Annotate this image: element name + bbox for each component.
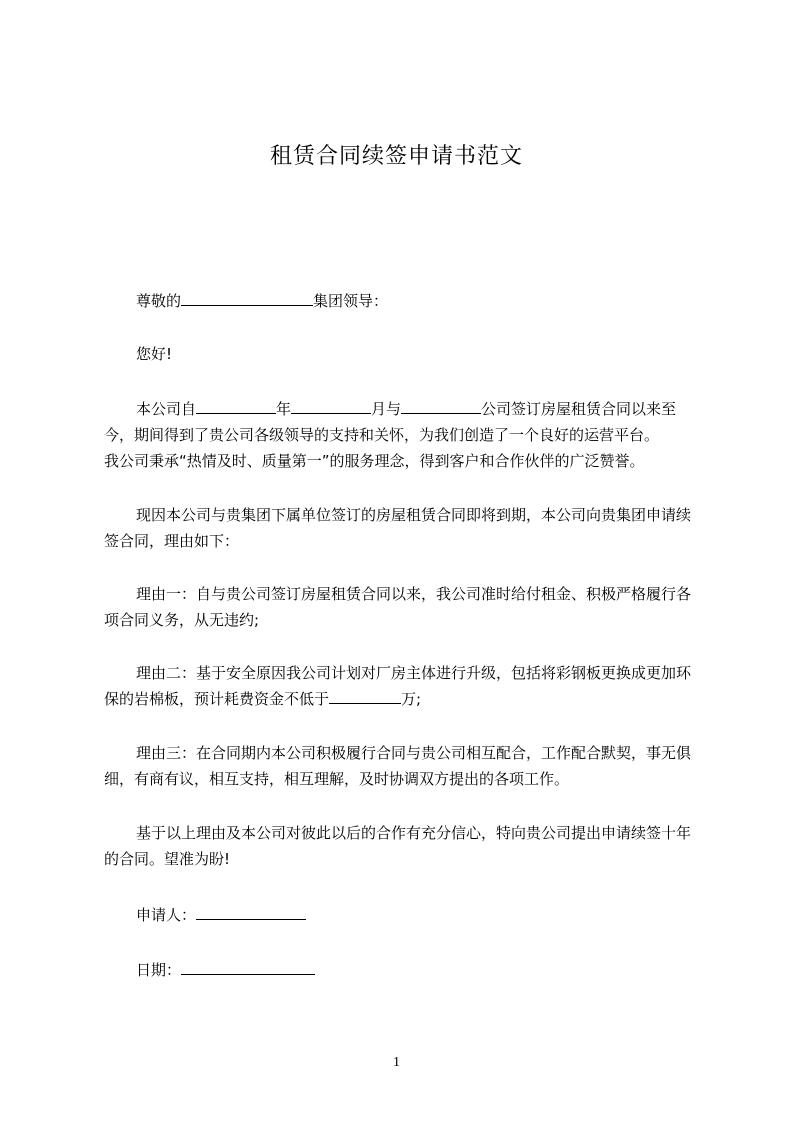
greeting: 您好! bbox=[136, 345, 173, 363]
p1-year-label: 年 bbox=[276, 400, 292, 418]
recipient-blank[interactable] bbox=[181, 291, 313, 306]
year-blank[interactable] bbox=[196, 399, 276, 414]
reason-2 bbox=[104, 660, 700, 712]
reason-3: 理由三：在合同期内本公司积极履行合同与贵公司相互配合，工作配合默契，事无俱细，有商有议，相互支持，相互理解，及时协调双方提出的各项工作。 bbox=[104, 744, 692, 788]
salutation-suffix: 集团领导： bbox=[313, 292, 389, 310]
paragraph-1 bbox=[104, 396, 700, 474]
paragraph-2: 现因本公司与贵集团下属单位签订的房屋租赁合同即将到期，本公司向贵集团申请续签合同，理由如下： bbox=[104, 506, 692, 550]
date-label: 日期： bbox=[136, 961, 182, 979]
applicant-label: 申请人： bbox=[136, 906, 197, 924]
reason-1: 理由一：自与贵公司签订房屋租赁合同以来，我公司准时给付租金、积极严格履行各项合同义务，从无违约; bbox=[104, 585, 692, 629]
p1-month-label: 月与 bbox=[371, 400, 402, 418]
applicant-line bbox=[104, 902, 700, 928]
date-line bbox=[104, 957, 700, 983]
applicant-blank[interactable] bbox=[196, 905, 306, 920]
reason-2-text: 理由二：基于安全原因我公司计划对厂房主体进行升级，包括将彩钢板更换成更加环保的岩棉板，预计耗费资金不低于 bbox=[104, 664, 692, 708]
conclusion: 基于以上理由及本公司对彼此以后的合作有充分信心，特向贵公司提出申请续签十年的合同。望准为盼! bbox=[104, 824, 692, 868]
reason-2-unit: 万; bbox=[401, 690, 422, 708]
amount-blank[interactable] bbox=[329, 689, 401, 704]
salutation bbox=[104, 288, 700, 314]
p1-line-2: 今，期间得到了贵公司各级领导的支持和关怀，为我们创造了一个良好的运营平台。 bbox=[104, 426, 660, 444]
page-number: 1 bbox=[393, 1055, 400, 1070]
document-title: 租赁合同续签申请书范文 bbox=[269, 144, 523, 169]
date-blank[interactable] bbox=[181, 960, 315, 975]
p1-text-b: 公司签订房屋租赁合同以来至 bbox=[481, 400, 677, 418]
p1-text-a: 本公司自 bbox=[136, 400, 197, 418]
company-blank[interactable] bbox=[401, 399, 481, 414]
month-blank[interactable] bbox=[291, 399, 371, 414]
p1-line-3: 我公司秉承“热情及时、质量第一”的服务理念，得到客户和合作伙伴的广泛赞誉。 bbox=[104, 452, 645, 470]
salutation-prefix: 尊敬的 bbox=[136, 292, 182, 310]
